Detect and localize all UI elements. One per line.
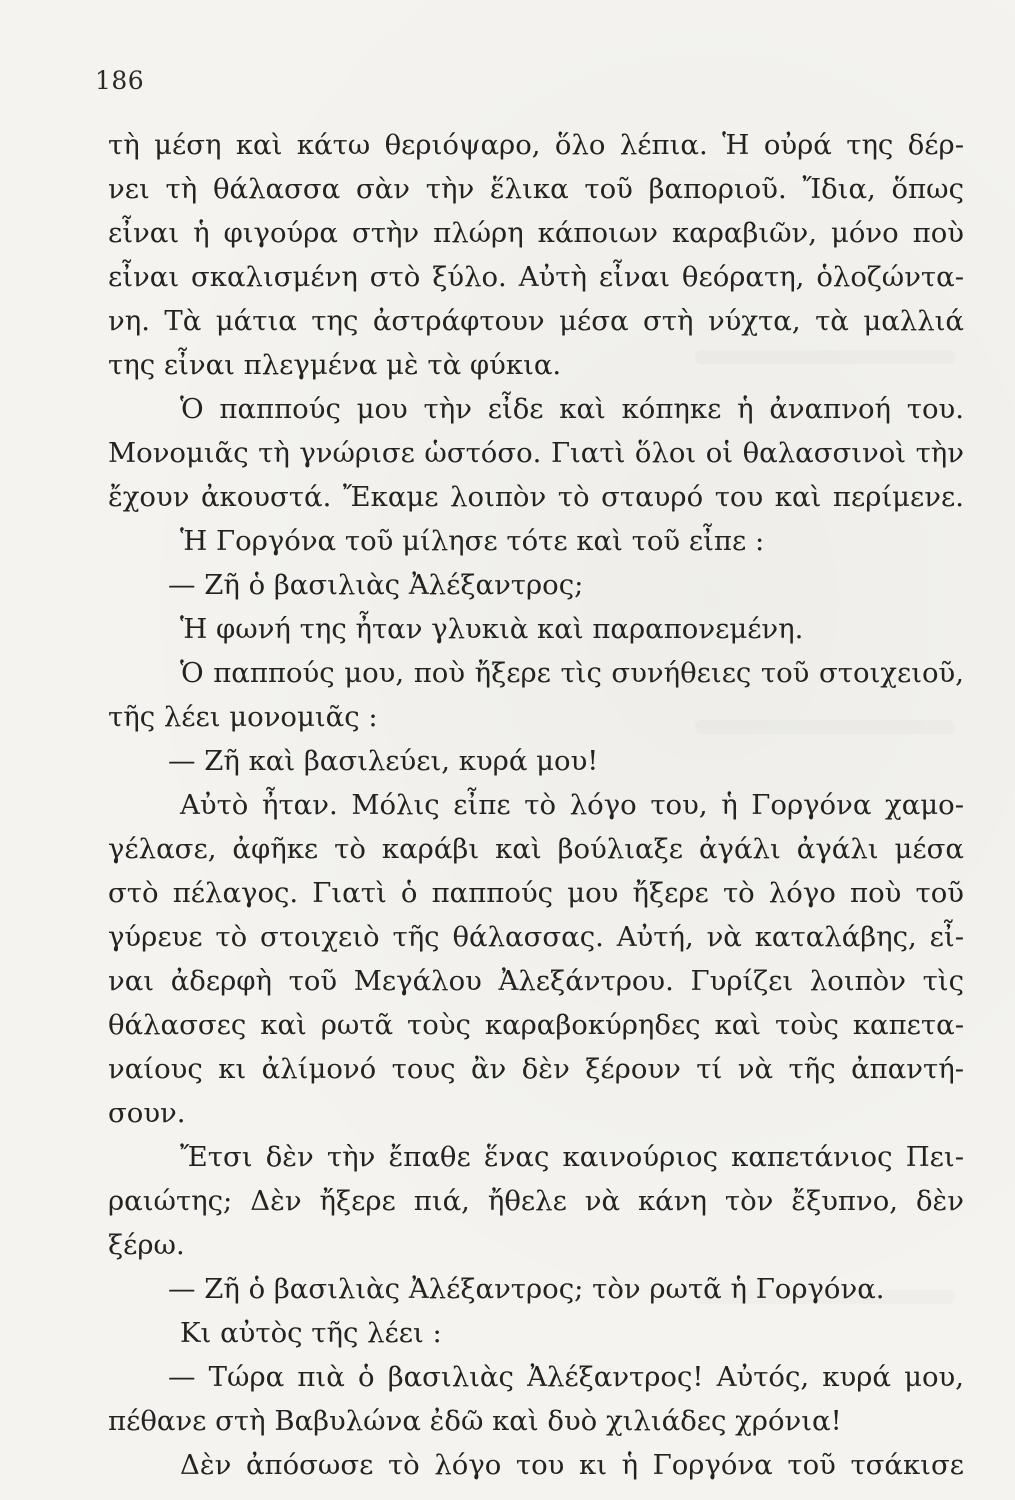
text-line: γέλασε, ἀφῆκε τὸ καράβι καὶ βούλιαξε ἀγάλι ἀγάλι μέσα xyxy=(108,833,964,865)
text-line: Ἡ Γοργόνα τοῦ μίλησε τότε καὶ τοῦ εἶπε : xyxy=(180,525,765,557)
text-line: Μονομιᾶς τὴ γνώρισε ὡστόσο. Γιατὶ ὅλοι οἱ θαλασσινοὶ τὴν xyxy=(108,437,964,469)
text-line: νη. Τὰ μάτια της ἀστράφτουν μέσα στὴ νύχτα, τὰ μαλλιά xyxy=(108,305,964,337)
text-line: Αὐτὸ ἦταν. Μόλις εἶπε τὸ λόγο του, ἡ Γοργόνα χαμο- xyxy=(180,789,964,821)
text-line: νει τὴ θάλασσα σὰν τὴν ἕλικα τοῦ βαποριοῦ. Ἴδια, ὅπως xyxy=(108,173,964,205)
text-line: Ὁ παππούς μου, ποὺ ἤξερε τὶς συνήθειες τοῦ στοιχειοῦ, xyxy=(180,657,964,689)
text-line: Ὁ παππούς μου τὴν εἶδε καὶ κόπηκε ἡ ἀναπνοή του. xyxy=(180,393,964,425)
text-line: — Ζῆ ὁ βασιλιὰς Ἀλέξαντρος; τὸν ρωτᾶ ἡ Γοργόνα. xyxy=(168,1273,885,1305)
text-line: ναι ἀδερφὴ τοῦ Μεγάλου Ἀλεξάντρου. Γυρίζει λοιπὸν τὶς xyxy=(108,965,964,997)
text-line: Ἔτσι δὲν τὴν ἔπαθε ἕνας καινούριος καπετάνιος Πει- xyxy=(180,1141,964,1173)
text-line: εἶναι σκαλισμένη στὸ ξύλο. Αὐτὴ εἶναι θεόρατη, ὁλοζώντα- xyxy=(108,261,964,293)
text-line: θάλασσες καὶ ρωτᾶ τοὺς καραβοκύρηδες καὶ τοὺς καπετα- xyxy=(108,1009,964,1041)
text-line: — Τώρα πιὰ ὁ βασιλιὰς Ἀλέξαντρος! Αὐτός, κυρά μου, xyxy=(168,1361,964,1393)
text-line: ραιώτης; Δὲν ἤξερε πιά, ἤθελε νὰ κάνη τὸν ἔξυπνο, δὲν xyxy=(108,1185,964,1217)
page-number: 186 xyxy=(95,66,145,95)
text-line: γύρευε τὸ στοιχειὸ τῆς θάλασσας. Αὐτή, νὰ καταλάβης, εἶ- xyxy=(108,921,964,953)
text-line: Κι αὐτὸς τῆς λέει : xyxy=(180,1317,442,1349)
text-line: της εἶναι πλεγμένα μὲ τὰ φύκια. xyxy=(108,349,562,381)
text-line: Δὲν ἀπόσωσε τὸ λόγο του κι ἡ Γοργόνα τοῦ τσάκισε xyxy=(180,1449,964,1481)
text-line: Ἡ φωνή της ἦταν γλυκιὰ καὶ παραπονεμένη. xyxy=(180,613,804,645)
paper-smudge xyxy=(695,350,955,364)
text-line: — Ζῆ καὶ βασιλεύει, κυρά μου! xyxy=(168,745,599,777)
text-line: τῆς λέει μονομιᾶς : xyxy=(108,701,378,733)
text-line: ξέρω. xyxy=(108,1229,185,1261)
text-line: τὴ μέση καὶ κάτω θεριόψαρο, ὅλο λέπια. Ἡ οὐρά της δέρ- xyxy=(108,129,964,161)
text-line: πέθανε στὴ Βαβυλώνα ἐδῶ καὶ δυὸ χιλιάδες χρόνια! xyxy=(108,1405,842,1437)
text-line: ἔχουν ἀκουστά. Ἔκαμε λοιπὸν τὸ σταυρό του καὶ περίμενε. xyxy=(108,481,964,513)
text-line: ναίους κι ἀλίμονό τους ἂν δὲν ξέρουν τί νὰ τῆς ἀπαντή- xyxy=(108,1053,964,1085)
text-line: — Ζῆ ὁ βασιλιὰς Ἀλέξαντρος; xyxy=(168,569,584,601)
text-line: εἶναι ἡ φιγούρα στὴν πλώρη κάποιων καραβιῶν, μόνο ποὺ xyxy=(108,217,964,249)
text-line: στὸ πέλαγος. Γιατὶ ὁ παππούς μου ἤξερε τὸ λόγο ποὺ τοῦ xyxy=(108,877,964,909)
paper-smudge xyxy=(695,720,955,734)
text-line: σουν. xyxy=(108,1097,186,1129)
